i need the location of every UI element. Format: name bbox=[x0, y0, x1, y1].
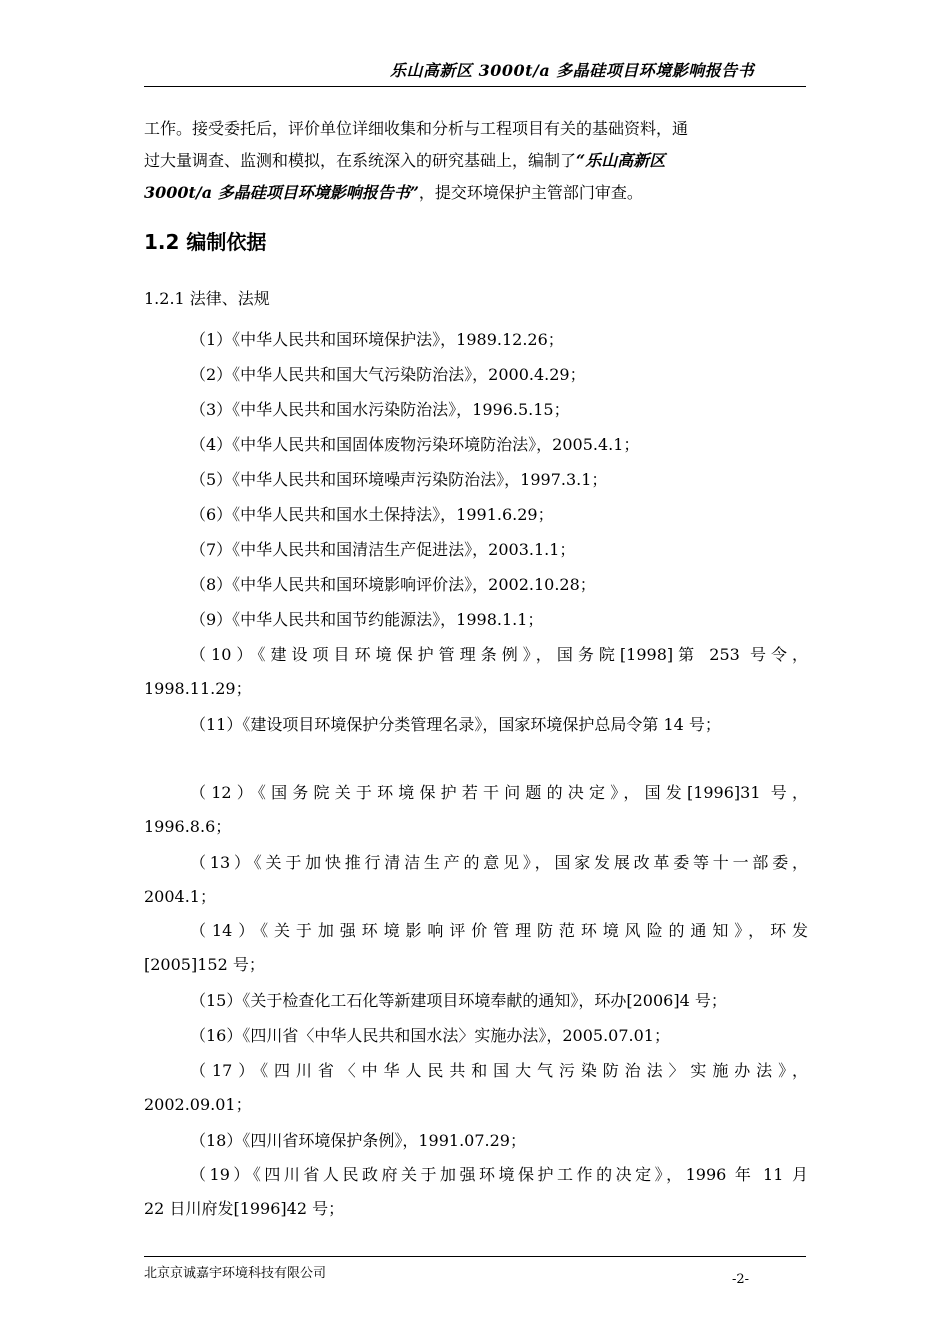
list-item bbox=[144, 603, 808, 637]
list-item bbox=[144, 1158, 808, 1226]
page-number: -2- bbox=[732, 1272, 750, 1287]
list-item bbox=[144, 708, 808, 742]
footer-company: 北京京诚嘉宇环境科技有限公司 bbox=[144, 1266, 327, 1281]
list-item bbox=[144, 533, 808, 567]
list-item bbox=[144, 358, 808, 392]
list-item-text: （8）《中华人民共和国环境影响评价法》，2002.10.28； bbox=[190, 575, 596, 594]
header-rule bbox=[144, 86, 806, 87]
report-title-part-1: 乐山高新区 bbox=[585, 151, 666, 170]
list-item-text: （14）《关于加强环境影响评价管理防范环境风险的通知》，环发 bbox=[190, 921, 808, 940]
list-item bbox=[144, 638, 808, 706]
list-item-continuation: 2004.1； bbox=[144, 887, 216, 906]
list-item-text: （11）《建设项目环境保护分类管理名录》，国家环境保护总局令第 14 号； bbox=[190, 715, 721, 734]
list-item bbox=[144, 914, 808, 982]
list-item bbox=[144, 1019, 808, 1053]
section-heading: 1.2 编制依据 bbox=[144, 230, 267, 254]
list-item-text: （19）《四川省人民政府关于加强环境保护工作的决定》，1996 年 11 月 bbox=[190, 1165, 808, 1184]
list-item-text: （10）《建设项目环境保护管理条例》，国务院[1998]第 253 号令， bbox=[190, 645, 808, 664]
subsection-heading: 1.2.1 法律、法规 bbox=[144, 289, 270, 308]
list-item bbox=[144, 393, 808, 427]
list-item bbox=[144, 1124, 808, 1158]
quote-open: “ bbox=[576, 151, 586, 170]
list-item-continuation: 22 日川府发[1996]42 号； bbox=[144, 1199, 345, 1218]
list-item-text: （9）《中华人民共和国节约能源法》，1998.1.1； bbox=[190, 610, 544, 629]
list-item-text: （7）《中华人民共和国清洁生产促进法》，2003.1.1； bbox=[190, 540, 576, 559]
list-item-text: （5）《中华人民共和国环境噪声污染防治法》，1997.3.1； bbox=[190, 470, 608, 489]
list-item-text: （17）《四川省〈中华人民共和国大气污染防治法〉实施办法》， bbox=[190, 1061, 808, 1080]
list-item-text: （12）《国务院关于环境保护若干问题的决定》，国发[1996]31 号， bbox=[190, 783, 808, 802]
list-item-text: （4）《中华人民共和国固体废物污染环境防治法》，2005.4.1； bbox=[190, 435, 640, 454]
list-item bbox=[144, 846, 808, 914]
list-item bbox=[144, 428, 808, 462]
intro-line-3 bbox=[144, 177, 808, 209]
intro-line-2-text: 过大量调查、监测和模拟，在系统深入的研究基础上，编制了 bbox=[144, 151, 577, 170]
report-title-part-2: 3000t/a 多晶硅项目环境影响报告书 bbox=[144, 183, 410, 202]
list-item-text: （15）《关于检查化工石化等新建项目环境奉献的通知》，环办[2006]4 号； bbox=[190, 991, 727, 1010]
list-item bbox=[144, 323, 808, 357]
quote-close: ” bbox=[409, 183, 419, 202]
list-item-continuation: 2002.09.01； bbox=[144, 1095, 252, 1114]
list-item-text: （3）《中华人民共和国水污染防治法》，1996.5.15； bbox=[190, 400, 570, 419]
list-item-continuation: [2005]152 号； bbox=[144, 955, 265, 974]
list-item bbox=[144, 568, 808, 602]
running-header-title: 乐山高新区 3000t/a 多晶硅项目环境影响报告书 bbox=[390, 61, 755, 80]
list-item bbox=[144, 984, 808, 1018]
list-item-continuation: 1996.8.6； bbox=[144, 817, 232, 836]
footer-rule bbox=[144, 1256, 806, 1257]
list-item-text: （13）《关于加快推行清洁生产的意见》，国家发展改革委等十一部委， bbox=[190, 853, 808, 872]
list-item-text: （2）《中华人民共和国大气污染防治法》，2000.4.29； bbox=[190, 365, 586, 384]
list-item bbox=[144, 498, 808, 532]
intro-line-1: 工作。接受委托后，评价单位详细收集和分析与工程项目有关的基础资料，通 bbox=[144, 119, 689, 138]
intro-line-2 bbox=[144, 145, 808, 177]
list-item bbox=[144, 1054, 808, 1122]
list-item-continuation: 1998.11.29； bbox=[144, 679, 252, 698]
intro-paragraph bbox=[144, 113, 808, 209]
list-item bbox=[144, 776, 808, 844]
list-item-text: （16）《四川省〈中华人民共和国水法〉实施办法》，2005.07.01； bbox=[190, 1026, 670, 1045]
list-item-text: （6）《中华人民共和国水土保持法》，1991.6.29； bbox=[190, 505, 554, 524]
intro-line-3-text: ，提交环境保护主管部门审查。 bbox=[418, 183, 643, 202]
list-item-text: （1）《中华人民共和国环境保护法》，1989.12.26； bbox=[190, 330, 564, 349]
list-item bbox=[144, 463, 808, 497]
list-item-text: （18）《四川省环境保护条例》，1991.07.29； bbox=[190, 1131, 526, 1150]
